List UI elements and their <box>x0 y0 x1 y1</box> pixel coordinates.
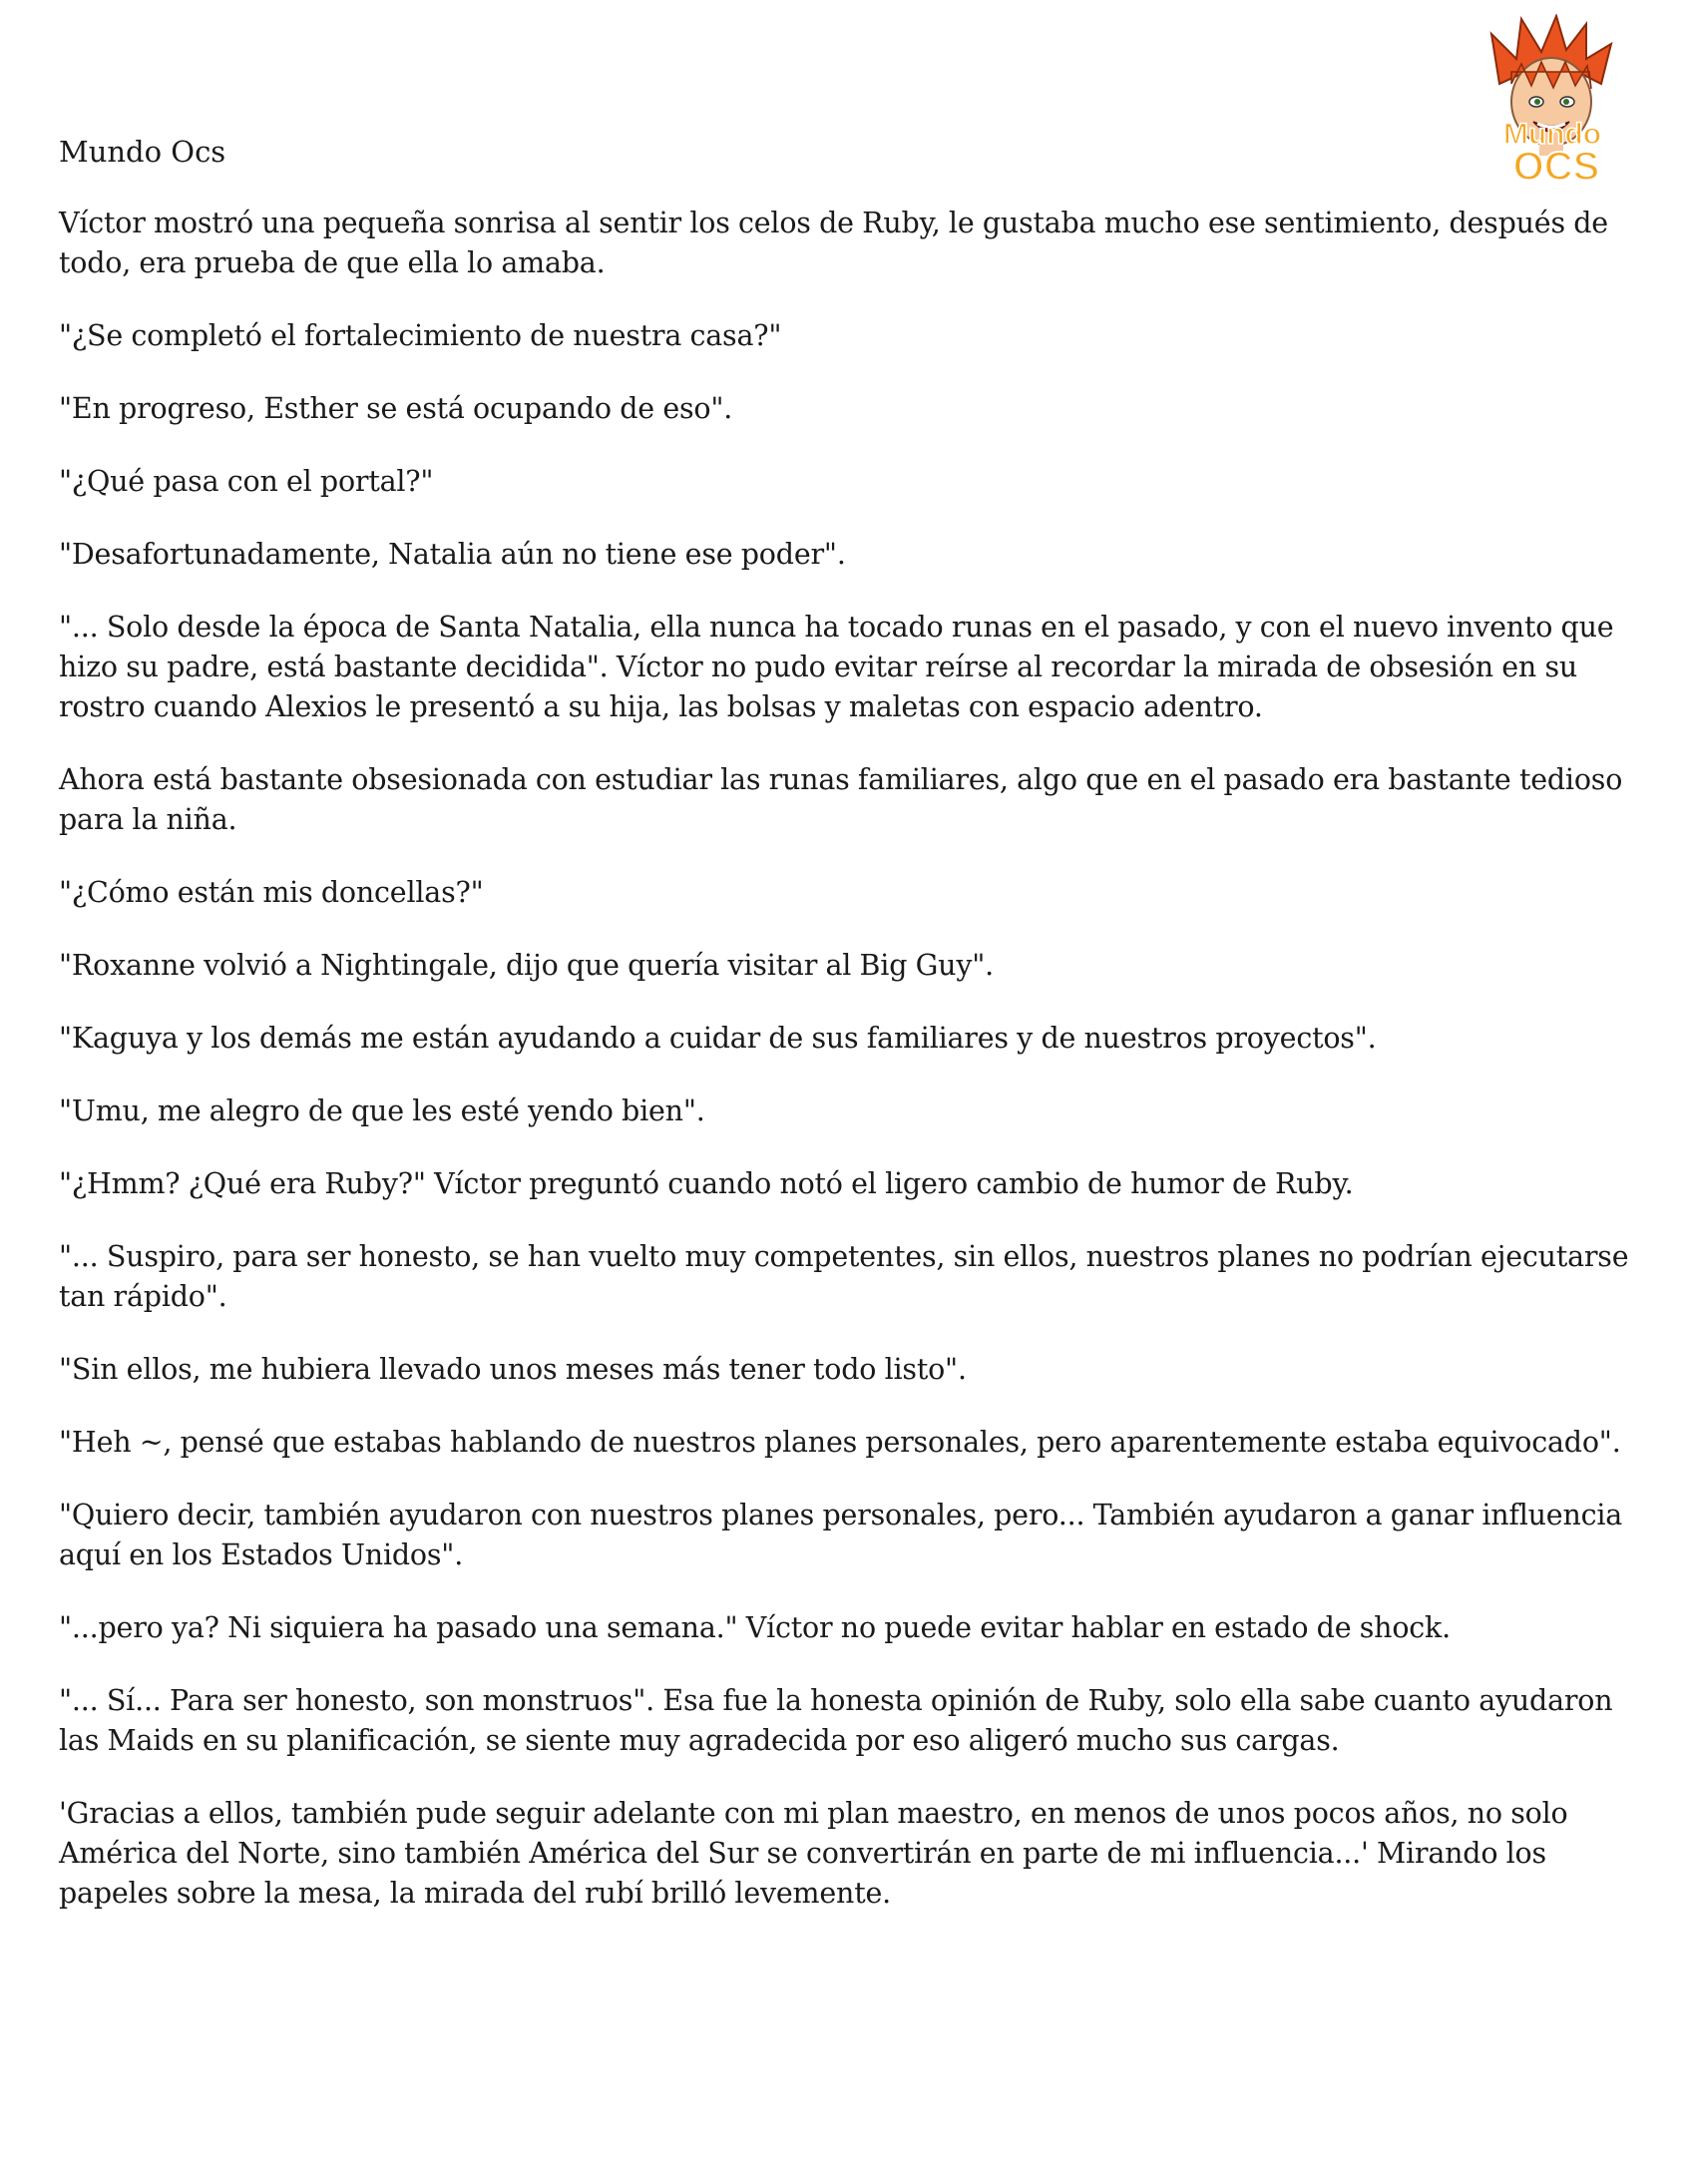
mundo-ocs-logo <box>1462 14 1643 186</box>
paragraph: "En progreso, Esther se está ocupando de eso". <box>59 392 733 425</box>
paragraph: "Umu, me alegro de que les esté yendo bien". <box>59 1094 705 1127</box>
paragraph: "¿Cómo están mis doncellas?" <box>59 876 484 909</box>
body-text <box>59 204 1640 1947</box>
logo-text-line2: OCS <box>1512 145 1600 186</box>
logo-text-line1: Mundo <box>1502 118 1602 151</box>
paragraph: "Kaguya y los demás me están ayudando a cuidar de sus familiares y de nuestros proyectos". <box>59 1022 1377 1055</box>
paragraph: "... Suspiro, para ser honesto, se han vuelto muy competentes, sin ellos, nuestros planes no podrían ejecutarse tan rápido". <box>59 1240 1629 1313</box>
paragraph: "Sin ellos, me hubiera llevado unos meses más tener todo listo". <box>59 1353 967 1386</box>
paragraph: "Heh ~, pensé que estabas hablando de nuestros planes personales, pero aparentemente estaba equivocado". <box>59 1426 1621 1459</box>
paragraph: "Desafortunadamente, Natalia aún no tiene ese poder". <box>59 538 846 571</box>
logo-graphic <box>1462 14 1643 186</box>
paragraph: "¿Se completó el fortalecimiento de nuestra casa?" <box>59 319 782 352</box>
paragraph: "... Solo desde la época de Santa Natalia, ella nunca ha tocado runas en el pasado, y con el nuevo invento que hizo su padre, está bastante decidida". Víctor no pudo evitar reírse al recordar la mirada de obsesión en su rostro cuando Alexios le presentó a su hija, las bolsas y maletas con espacio adentro. <box>59 611 1614 723</box>
paragraph: "... Sí... Para ser honesto, son monstruos". Esa fue la honesta opinión de Ruby, solo ella sabe cuanto ayudaron las Maids en su planificación, se siente muy agradecida por eso aligeró mucho sus cargas. <box>59 1684 1613 1757</box>
paragraph: Víctor mostró una pequeña sonrisa al sentir los celos de Ruby, le gustaba mucho ese sentimiento, después de todo, era prueba de que ella lo amaba. <box>59 207 1608 279</box>
paragraph: Ahora está bastante obsesionada con estudiar las runas familiares, algo que en el pasado era bastante tedioso para la niña. <box>59 763 1623 836</box>
paragraph: "...pero ya? Ni siquiera ha pasado una semana." Víctor no puede evitar hablar en estado de shock. <box>59 1611 1451 1644</box>
paragraph: "¿Hmm? ¿Qué era Ruby?" Víctor preguntó cuando notó el ligero cambio de humor de Ruby. <box>59 1167 1354 1200</box>
paragraph: 'Gracias a ellos, también pude seguir adelante con mi plan maestro, en menos de unos pocos años, no solo América del Norte, sino también América del Sur se convertirán en parte de mi influencia...' Mirando los papeles sobre la mesa, la mirada del rubí brilló levemente. <box>59 1797 1568 1910</box>
header-title: Mundo Ocs <box>59 135 226 169</box>
paragraph: "Roxanne volvió a Nightingale, dijo que quería visitar al Big Guy". <box>59 949 994 982</box>
paragraph: "Quiero decir, también ayudaron con nuestros planes personales, pero... También ayudaron a ganar influencia aquí en los Estados Unidos". <box>59 1499 1623 1571</box>
paragraph: "¿Qué pasa con el portal?" <box>59 465 434 498</box>
